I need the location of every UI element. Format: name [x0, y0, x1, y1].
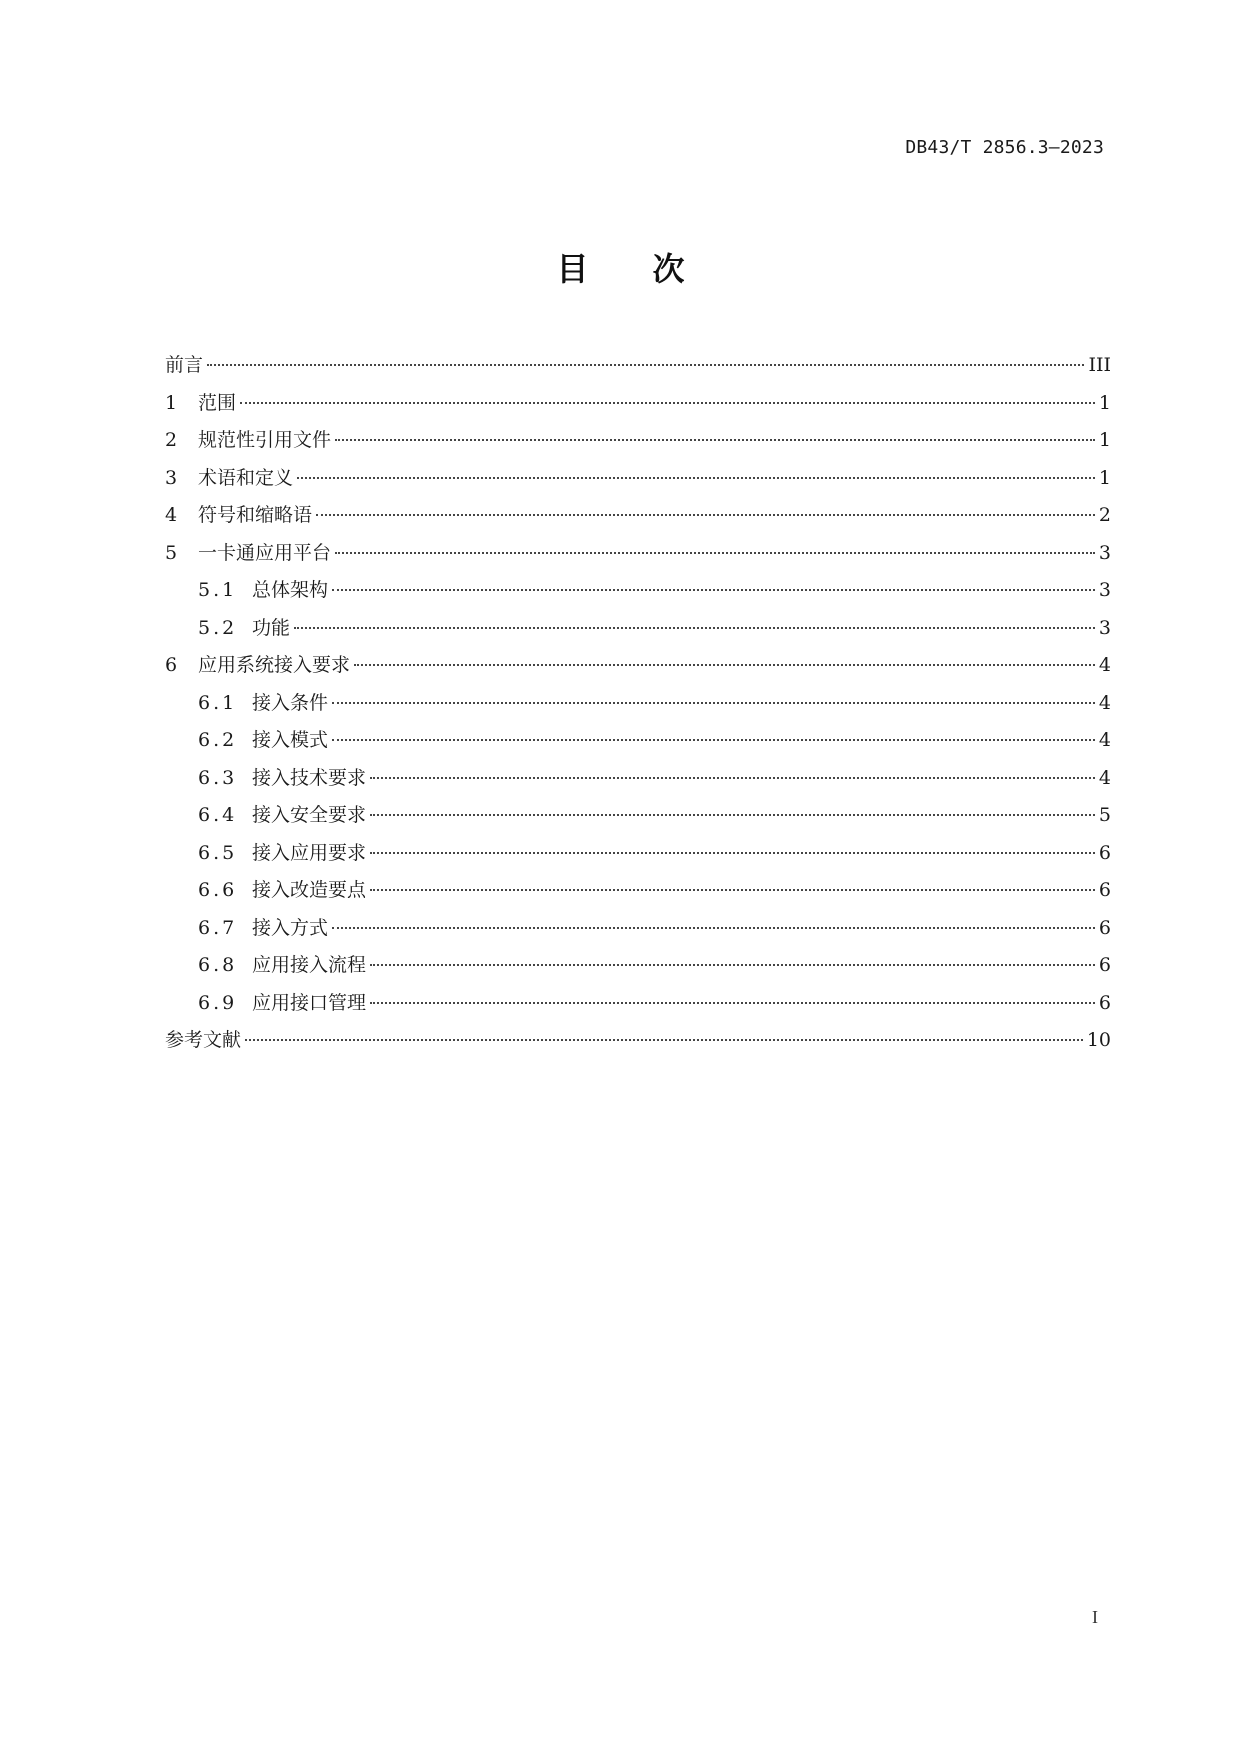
toc-entry-page: 3	[1098, 616, 1111, 639]
toc-entry-title: 接入条件	[252, 691, 329, 714]
toc-entry-number: 6.4	[198, 804, 238, 826]
toc-entry-page: 3	[1098, 541, 1111, 564]
toc-entry-6[interactable]	[165, 647, 1111, 685]
toc-entry-title: 规范性引用文件	[198, 429, 332, 451]
toc-entry-page: 6	[1098, 916, 1111, 939]
toc-entry-number: 5	[165, 541, 179, 564]
toc-entry-title: 功能	[252, 616, 291, 639]
toc-entry-6-8[interactable]	[165, 947, 1111, 985]
dot-leader	[332, 589, 1095, 591]
toc-entry-5-2[interactable]	[165, 610, 1111, 648]
toc-entry-title: 接入改造要点	[252, 879, 367, 901]
dot-leader	[245, 1039, 1083, 1041]
toc-entry-page: 1	[1098, 391, 1111, 414]
toc-entry-foreword[interactable]	[165, 347, 1111, 385]
toc-entry-number: 6.7	[198, 916, 238, 939]
toc-entry-title: 应用接入流程	[252, 954, 367, 976]
toc-entry-title: 范围	[198, 391, 237, 414]
dot-leader	[370, 889, 1095, 891]
toc-entry-page: III	[1088, 354, 1111, 376]
toc-entry-2[interactable]	[165, 422, 1111, 460]
dot-leader	[335, 439, 1095, 441]
toc-entry-page: 4	[1098, 729, 1111, 751]
toc-entry-page: 6	[1098, 954, 1111, 976]
dot-leader	[294, 627, 1095, 629]
toc-entry-number: 6.6	[198, 879, 238, 901]
toc-entry-5-1[interactable]	[165, 572, 1111, 610]
toc-entry-6-4[interactable]	[165, 797, 1111, 835]
toc-entry-page: 5	[1098, 804, 1111, 826]
toc-entry-number: 6.9	[198, 991, 238, 1014]
toc-entry-page: 6	[1098, 841, 1111, 864]
dot-leader	[370, 964, 1095, 966]
toc-entry-6-7[interactable]	[165, 910, 1111, 948]
toc-entry-title: 接入方式	[252, 916, 329, 939]
dot-leader	[332, 739, 1095, 741]
dot-leader	[354, 664, 1095, 666]
dot-leader	[240, 402, 1095, 404]
toc-entry-page: 4	[1098, 691, 1111, 714]
toc-entry-number: 2	[165, 429, 179, 451]
toc-entry-page: 10	[1086, 1029, 1111, 1051]
toc-entry-title: 应用系统接入要求	[198, 654, 351, 676]
toc-entry-page: 2	[1098, 504, 1111, 526]
toc-entry-number: 6.5	[198, 841, 238, 864]
toc-entry-6-6[interactable]	[165, 872, 1111, 910]
toc-entry-3[interactable]	[165, 460, 1111, 498]
toc-entry-title: 接入技术要求	[252, 766, 367, 789]
toc-entry-number: 1	[165, 391, 179, 414]
dot-leader	[332, 927, 1095, 929]
dot-leader	[332, 702, 1095, 704]
toc-entry-page: 6	[1098, 879, 1111, 901]
toc-entry-page: 1	[1098, 429, 1111, 451]
toc-entry-number: 3	[165, 466, 179, 489]
dot-leader	[370, 852, 1095, 854]
dot-leader	[370, 777, 1095, 779]
toc-entry-title: 前言	[165, 354, 204, 376]
toc-entry-6-9[interactable]	[165, 985, 1111, 1023]
toc-entry-page: 4	[1098, 766, 1111, 789]
toc-entry-title: 应用接口管理	[252, 991, 367, 1014]
toc-entry-page: 6	[1098, 991, 1111, 1014]
toc-entry-6-1[interactable]	[165, 685, 1111, 723]
dot-leader	[370, 814, 1095, 816]
toc-entry-number: 5.1	[198, 579, 238, 601]
toc-entry-title: 总体架构	[252, 579, 329, 601]
toc-entry-bibliography[interactable]	[165, 1022, 1111, 1060]
toc-entry-title: 符号和缩略语	[198, 504, 313, 526]
toc-entry-number: 6.1	[198, 691, 238, 714]
toc-entry-number: 4	[165, 504, 179, 526]
toc-entry-title: 接入模式	[252, 729, 329, 751]
toc-entry-4[interactable]	[165, 497, 1111, 535]
table-of-contents	[165, 347, 1111, 1060]
toc-entry-6-2[interactable]	[165, 722, 1111, 760]
toc-entry-page: 3	[1098, 579, 1111, 601]
dot-leader	[335, 552, 1095, 554]
toc-entry-title: 一卡通应用平台	[198, 541, 332, 564]
toc-entry-number: 6.3	[198, 766, 238, 789]
toc-entry-title: 参考文献	[165, 1029, 242, 1051]
toc-entry-number: 5.2	[198, 616, 238, 639]
toc-entry-page: 1	[1098, 466, 1111, 489]
toc-entry-6-5[interactable]	[165, 835, 1111, 873]
toc-entry-number: 6.8	[198, 954, 238, 976]
page-number: I	[1092, 1607, 1098, 1627]
toc-entry-title: 接入应用要求	[252, 841, 367, 864]
toc-entry-page: 4	[1098, 654, 1111, 676]
toc-entry-6-3[interactable]	[165, 760, 1111, 798]
document-code: DB43/T 2856.3—2023	[905, 137, 1104, 158]
dot-leader	[207, 364, 1084, 366]
dot-leader	[316, 514, 1095, 516]
dot-leader	[297, 477, 1095, 479]
toc-entry-5[interactable]	[165, 535, 1111, 573]
toc-heading-char-1: 目	[556, 250, 589, 288]
toc-entry-1[interactable]	[165, 385, 1111, 423]
toc-entry-title: 术语和定义	[198, 466, 294, 489]
toc-entry-number: 6	[165, 654, 179, 676]
toc-entry-title: 接入安全要求	[252, 804, 367, 826]
toc-entry-number: 6.2	[198, 729, 238, 751]
dot-leader	[370, 1002, 1095, 1004]
toc-heading	[0, 244, 1241, 290]
toc-heading-char-2: 次	[652, 250, 685, 288]
